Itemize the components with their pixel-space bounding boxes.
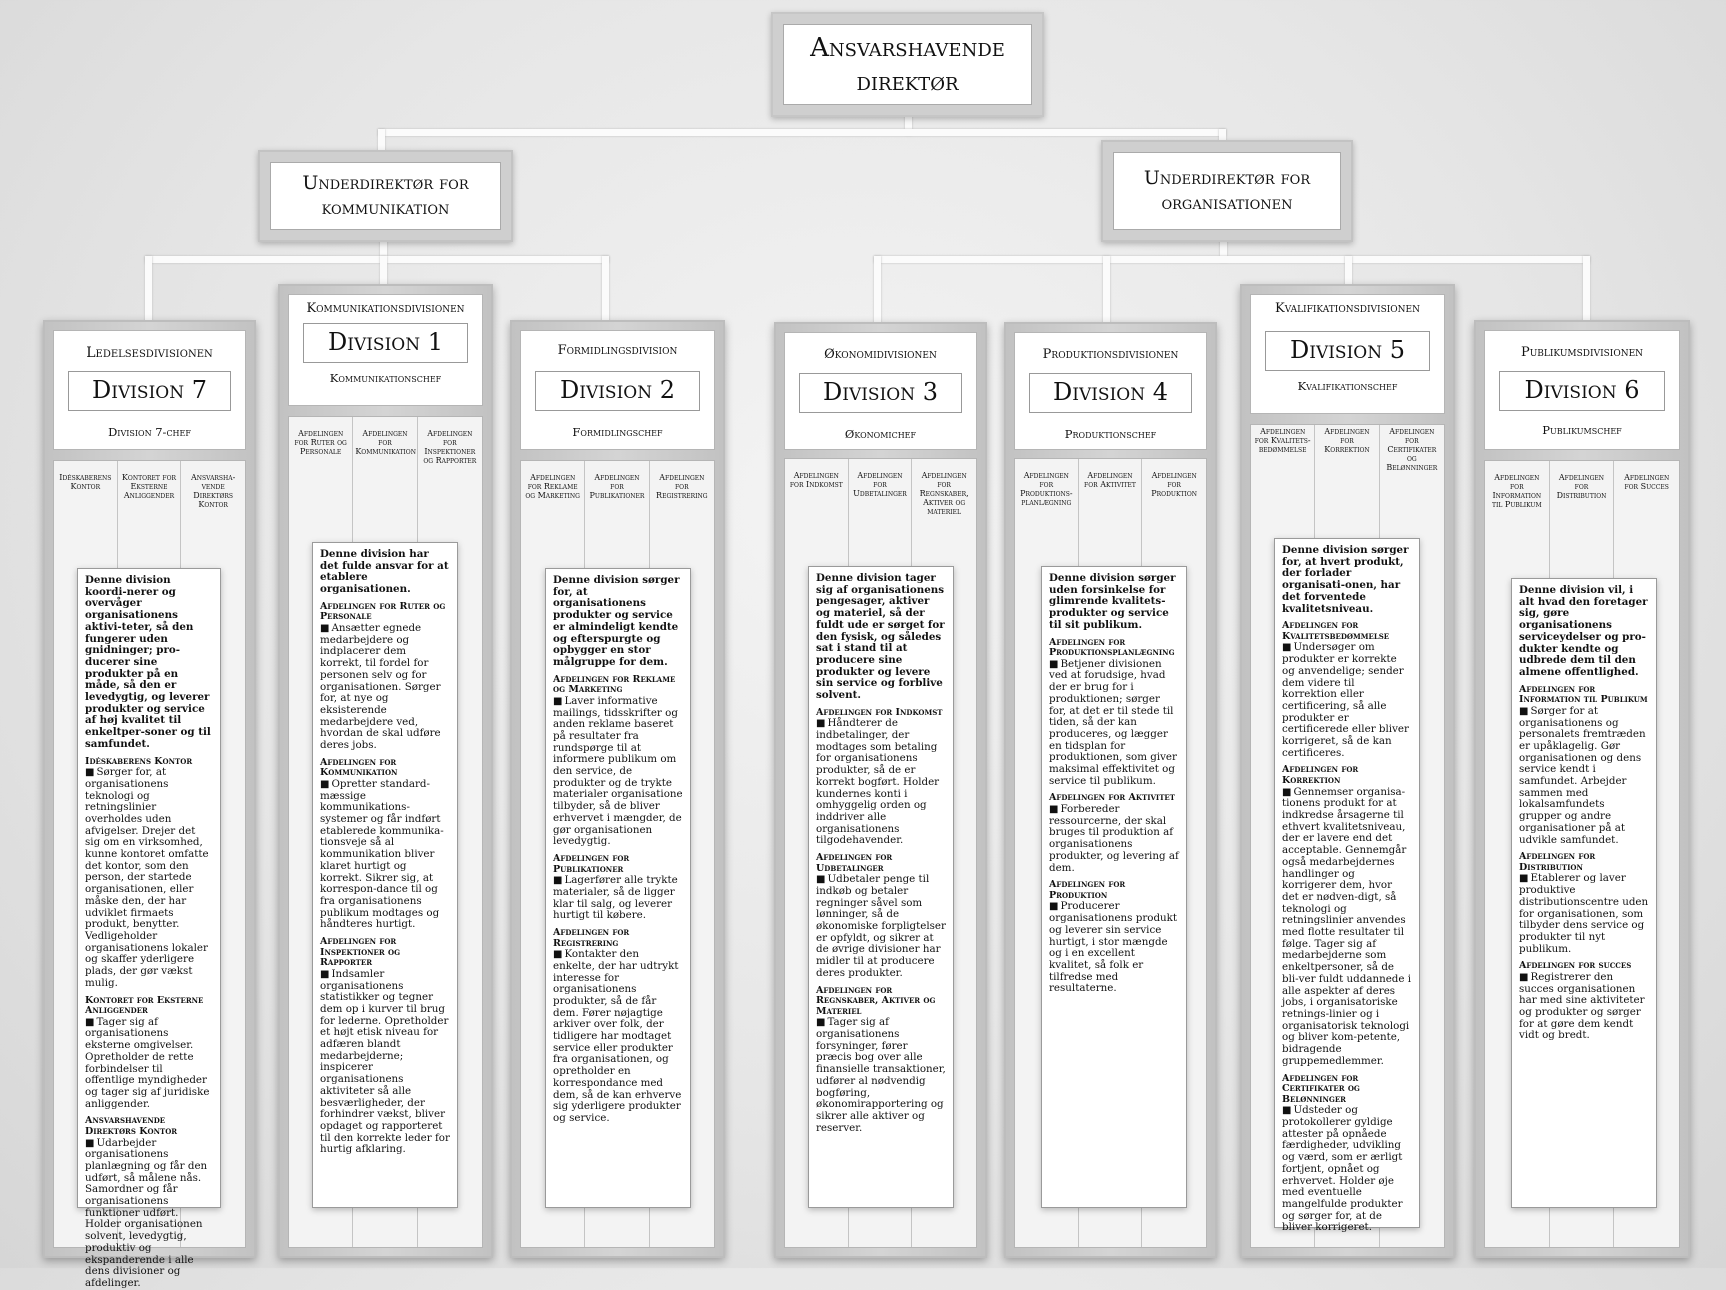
bullet-square-icon: ■ bbox=[1049, 901, 1059, 913]
division-1-section-3-text: Indsamler organisationens statistikker og tegner dem op i kurver til brug for lederne. Opretholder et højt etisk niveau for adfæren blandt medarbejderne; inspicerer organisationens aktiviteter så alle besværligheder, der forhindrer vækst, bliver opdaget og rapporteret til den korrekte leder for hurtig afklaring. bbox=[320, 967, 450, 1156]
vp-organisation-box bbox=[1101, 140, 1353, 242]
division-5-section-1 bbox=[1282, 621, 1412, 759]
division-2-section-1 bbox=[553, 675, 683, 848]
division-6-dept-1: Afdelingen for Information til Publikum bbox=[1485, 461, 1550, 1247]
division-3-section-3-text: Tager sig af organisationens forsyninger, fører præcis bog over alle finansielle transaktioner, udfører al nødvendig bogføring, økonomirapportering og sikrer alle aktiver og reserver. bbox=[816, 1016, 946, 1134]
division-6-section-3-title: Afdelingen for succes bbox=[1519, 960, 1632, 972]
division-6-section-1 bbox=[1519, 685, 1649, 847]
division-2-dept-2: Afdelingen for Publikationer bbox=[585, 461, 649, 1247]
bullet-square-icon: ■ bbox=[320, 623, 330, 634]
division-3-section-1-text: Håndterer de indbetalinger, der modtages som betaling for organisationens produkter, så de er korrekt bogført. Holder kundernes konti i omhyggelig orden og inddriver alle organisationens tilgodehavender. bbox=[816, 717, 940, 847]
connector-div1-stem bbox=[380, 256, 387, 286]
bullet-square-icon: ■ bbox=[1282, 1105, 1292, 1117]
division-3-header bbox=[784, 332, 977, 450]
division-2-intro: Denne division sørger for, at organisationens produkter og service er almindeligt kendte og efterspurgte og opbygger en stor målgruppe for dem. bbox=[553, 574, 680, 668]
bullet-square-icon: ■ bbox=[816, 874, 826, 886]
division-2-section-1-text: Laver informative mailings, tidsskrifter og anden reklame baseret på resultater fra rundspørge til at informere publikum om den service, de produkter og de trykte materialer organisatione tilbyder, så de bliver erhvervet i mængder, de gør organisationen levedygtig. bbox=[553, 694, 683, 848]
division-6-section-3 bbox=[1519, 961, 1649, 1042]
connector-div3-stem bbox=[874, 256, 881, 326]
division-7-section-3-title: Ansvarshavende Direktørs Kontor bbox=[85, 1115, 178, 1137]
division-5-section-2-title: Afdelingen for Korrektion bbox=[1282, 764, 1359, 787]
connector-div5-stem bbox=[1345, 256, 1352, 286]
division-3-dept-2: Afdelingen for Udbetalinger bbox=[849, 459, 913, 1247]
division-2-dept-3: Afdelingen for Registrering bbox=[656, 473, 708, 500]
bullet-square-icon: ■ bbox=[1519, 705, 1529, 717]
connector-div6-stem bbox=[1583, 256, 1590, 322]
division-3-dept-3: Afdelingen for Regnskaber, Aktiver og materiel bbox=[919, 471, 969, 516]
division-6-chief: Publikumschef bbox=[1542, 423, 1622, 437]
division-1-header bbox=[288, 294, 483, 406]
division-5-intro: Denne division sørger for, at hvert produkt, der forlader organisati-onen, har det forventede kvalitetsniveau. bbox=[1282, 544, 1409, 615]
division-5-header bbox=[1250, 294, 1445, 414]
division-3-section-2-text: Udbetaler penge til indkøb og betaler regninger såvel som lønninger, så de økonomiske forpligtelser er opfyldt, og sikrer at de øvrige divisioner har midler til at producere deres produkter. bbox=[816, 873, 946, 979]
division-5-section-1-text: Undersøger om produkter er korrekte og anvendelige; sender dem videre til korrektion eller certificering, så alle produkter er certificerede eller bliver korrigeret, så de kan certificeres. bbox=[1282, 641, 1409, 759]
division-5-section-2-text: Gennemser organisa-tionens produkt for at indkredse årsagerne til ethvert kvalitetsniveau, der er lavere end det acceptable. Gennemgår også medarbejdernes handlinger og korrigerer dem, hvor det er nødven-digt, så teknologi og retningslinier anvendes med flotte resultater til følge. Tager sig af medarbejderne som enkeltpersoner, så de bli-ver fuldt uddannede i alle aspekter af deres jobs, i organisatoriske retnings-linier og i organisatorisk teknologi og bliver kom-petente, bidragende gruppemedlemmer. bbox=[1282, 785, 1412, 1067]
division-2-section-2 bbox=[553, 854, 683, 922]
division-1-section-2 bbox=[320, 758, 450, 931]
division-3-section-1-title: Afdelingen for Indkomst bbox=[816, 706, 943, 718]
division-1-section-3 bbox=[320, 937, 450, 1156]
division-4-dept-3: Afdelingen for Produktion bbox=[1151, 471, 1197, 498]
division-7-chief: Division 7-chef bbox=[108, 425, 191, 439]
division-4-name: Produktionsdivisionen bbox=[1042, 347, 1179, 362]
division-3-intro: Denne division tager sig af organisationens pengesager, aktiver og materiel, så der fuldt ude er sørget for den fysisk, og således sat i stand til at producere sine produkter og levere sin service og forblive solvent. bbox=[816, 572, 945, 702]
division-4-number: Division 4 bbox=[1029, 373, 1192, 413]
bullet-square-icon: ■ bbox=[85, 1016, 95, 1028]
division-6-number: Division 6 bbox=[1499, 371, 1665, 411]
connector-div7-stem bbox=[145, 256, 152, 322]
division-1-description bbox=[312, 542, 458, 1208]
division-4-dept-2: Afdelingen for Aktivitet bbox=[1079, 459, 1143, 1247]
executive-title-line2: direktør bbox=[856, 66, 959, 97]
division-5-chief: Kvalifikationschef bbox=[1297, 379, 1398, 393]
connector-div4-stem bbox=[1103, 256, 1110, 326]
division-2-header bbox=[520, 330, 715, 450]
division-5-section-3 bbox=[1282, 1074, 1412, 1235]
division-4-section-2-title: Afdelingen for Aktivitet bbox=[1049, 792, 1175, 804]
division-7-section-1 bbox=[85, 757, 213, 990]
division-7-dept-2: Kontoret for Eksterne Anliggender bbox=[118, 461, 182, 1247]
division-1-intro: Denne division har det fulde ansvar for at etablere organisationen. bbox=[320, 548, 449, 596]
division-3-section-1 bbox=[816, 708, 946, 847]
division-1-dept-3: Afdelingen for Inspektioner og Rapporter bbox=[423, 429, 477, 465]
division-6-dept-2: Afdelingen for Distribution bbox=[1550, 461, 1615, 1247]
division-1-section-2-text: Opretter standard-mæssige kommunikations-systemer og får indført etablerede kommunika-tionsveje så al kommunikation bliver klaret hurtigt og korrekt. Sikrer sig, at korrespon-dance til og fra organisationens publikum modtages og håndteres hurtigt. bbox=[320, 777, 444, 931]
division-6-description bbox=[1511, 578, 1657, 1208]
division-4-section-1-title: Afdelingen for Produktionsplanlægning bbox=[1049, 636, 1175, 659]
division-1-chief: Kommunikationschef bbox=[329, 371, 442, 385]
executive-director-box bbox=[771, 12, 1044, 117]
division-3-section-3-title: Afdelingen for Regnskaber, Aktiver og Materiel bbox=[816, 984, 936, 1017]
division-5-section-3-text: Udsteder og protokollerer gyldige attester på opnåede færdigheder, udvikling og værd, som er ærligt fortjent, opnået og erhvervet. Holder øje med eventuelle mangelfulde produkter og sørger for, at de bliver korrigeret. bbox=[1282, 1104, 1403, 1234]
division-2-section-3 bbox=[553, 928, 683, 1125]
division-6-section-1-text: Sørger for at organisationens og personalets fremtræden er upåklagelig. Gør organisationen og dens service kendt i samfundet. Arbejder sammen med lokalsamfundets grupper og andre organisationer på at udvikle samfundet. bbox=[1519, 704, 1646, 846]
division-7-section-2-text: Tager sig af organisationens eksterne omgivelser. Opretholder de rette forbindelser til offentlige myndigheder og tager sig af juridiske anliggender. bbox=[85, 1015, 210, 1110]
vp-organisation-title bbox=[1113, 152, 1341, 230]
division-7-section-2 bbox=[85, 996, 213, 1111]
division-1-section-1-text: Ansætter egnede medarbejdere og indplacerer dem korrekt, til fordel for personen selv og for organisationen. Sørger for, at nye og eksisterende medarbejdere ved, hvordan de skal udføre deres jobs. bbox=[320, 622, 441, 752]
division-2-dept-1: Afdelingen for Reklame og Marketing bbox=[521, 461, 585, 1247]
executive-director-title bbox=[783, 24, 1032, 105]
division-5-name: Kvalifikationsdivisionen bbox=[1274, 301, 1421, 316]
bullet-square-icon: ■ bbox=[553, 695, 563, 707]
bullet-square-icon: ■ bbox=[1282, 786, 1292, 798]
division-6-name: Publikumsdivisionen bbox=[1520, 345, 1644, 360]
division-4-intro: Denne division sørger uden forsinkelse for glimrende kvalitets-produkter og service til sit publikum. bbox=[1049, 572, 1176, 631]
division-2-description bbox=[545, 568, 691, 1208]
division-1-name: Kommunikationsdivisionen bbox=[306, 301, 465, 316]
division-5-section-1-title: Afdelingen for Kvalitetsbedømmelse bbox=[1282, 620, 1390, 642]
division-6-header bbox=[1484, 330, 1680, 450]
division-7-dept-3: Ansvarsha-vende Direktørs Kontor bbox=[191, 473, 236, 509]
bullet-square-icon: ■ bbox=[1519, 873, 1529, 885]
division-3-name: Økonomidivisionen bbox=[824, 347, 937, 362]
division-2-section-3-text: Kontakter den enkelte, der har udtrykt interesse for organisationens produkter, så de får dem. Fører nøjagtige arkiver over folk, der tidligere har modtaget service eller produkter fra organisationen, og opretholder en korrespondance med dem, så de kan erhverve sig yderligere produkter og service. bbox=[553, 948, 682, 1124]
division-1-section-1-title: Afdelingen for Ruter og Personale bbox=[320, 600, 446, 623]
vp-org-line2: organisationen bbox=[1161, 192, 1293, 214]
connector-comm-bar bbox=[145, 256, 609, 263]
division-6-section-2-title: Afdelingen for Distribution bbox=[1519, 851, 1596, 873]
connector-top-bar bbox=[378, 129, 1226, 136]
division-5-dept-2: Afdelingen for Korrektion bbox=[1315, 425, 1379, 1247]
division-7-header bbox=[53, 330, 246, 450]
division-2-name: Formidlingsdivision bbox=[557, 343, 678, 358]
bullet-square-icon: ■ bbox=[553, 875, 563, 887]
division-4-section-3-text: Producerer organisationens produkt og leverer sin service hurtigt, i stor mængde og i en excellent kvalitet, så folk er tilfredse med resultaterne. bbox=[1049, 900, 1178, 995]
bullet-square-icon: ■ bbox=[816, 1017, 826, 1029]
division-3-section-3 bbox=[816, 986, 946, 1135]
division-7-section-3 bbox=[85, 1116, 213, 1289]
division-4-section-2-text: Forbereder ressourcerne, der skal bruges til produktion af organisationens produkter, og levering af dem. bbox=[1049, 803, 1179, 874]
division-4-section-3 bbox=[1049, 880, 1179, 995]
bullet-square-icon: ■ bbox=[320, 778, 330, 790]
division-7-dept-1: Idéskaberens Kontor bbox=[54, 461, 118, 1247]
bullet-square-icon: ■ bbox=[816, 718, 826, 730]
division-5-section-2 bbox=[1282, 765, 1412, 1067]
division-5-description bbox=[1274, 538, 1420, 1234]
division-4-section-3-title: Afdelingen for Produktion bbox=[1049, 879, 1126, 901]
division-2-section-2-text: Lagerfører alle trykte materialer, så de ligger klar til salg, og leverer hurtigt til købere. bbox=[553, 874, 678, 922]
vp-communication-box bbox=[258, 150, 513, 242]
division-5-number: Division 5 bbox=[1265, 331, 1430, 371]
division-4-section-2 bbox=[1049, 793, 1179, 874]
division-3-chief: Økonomichef bbox=[844, 427, 917, 441]
division-2-section-3-title: Afdelingen for Registrering bbox=[553, 926, 630, 949]
bullet-square-icon: ■ bbox=[1049, 658, 1059, 670]
division-1-section-2-title: Afdelingen for Kommunikation bbox=[320, 756, 398, 779]
division-6-section-2-text: Etablerer og laver produktive distributionscentre uden for organisationen, som tilbyder dens service og produkter til nyt publikum. bbox=[1519, 872, 1649, 955]
bullet-square-icon: ■ bbox=[553, 949, 563, 961]
division-7-section-1-title: Idéskaberens Kontor bbox=[85, 755, 193, 767]
connector-vp-comm-stem bbox=[378, 129, 385, 151]
division-1-dept-1: Afdelingen for Ruter og Personale bbox=[289, 417, 353, 1247]
division-4-header bbox=[1014, 332, 1207, 450]
bullet-square-icon: ■ bbox=[320, 968, 330, 980]
vp-comm-line1: Underdirektør for bbox=[302, 172, 469, 194]
bullet-square-icon: ■ bbox=[1049, 804, 1059, 816]
division-5-section-3-title: Afdelingen for Certifikater og Belønninger bbox=[1282, 1072, 1360, 1105]
division-6-dept-3: Afdelingen for Succes bbox=[1624, 473, 1670, 491]
division-7-name: Ledelsesdivisionen bbox=[86, 345, 213, 361]
connector-org-bar bbox=[874, 256, 1590, 263]
division-7-description bbox=[77, 568, 221, 1289]
division-3-dept-1: Afdelingen for Indkomst bbox=[785, 459, 849, 1247]
division-4-section-1 bbox=[1049, 638, 1179, 788]
division-5-dept-3: Afdelingen for Certifikater og Belønninger bbox=[1386, 427, 1438, 472]
division-5-dept-1: Afdelingen for Kvalitets-bedømmelse bbox=[1251, 425, 1315, 1247]
division-4-description bbox=[1041, 566, 1187, 1208]
division-7-intro: Denne division koordi-nerer og overvåger organisationens aktivi-teter, så den fungerer uden gnidninger; pro-ducerer sine produkter på en måde, så den er levedygtig, og leverer produkter og service af høj kvalitet til enkeltper-soner og til samfundet. bbox=[85, 574, 211, 750]
division-6-intro: Denne division vil, i alt hvad den foretager sig, gøre organisationens serviceydelser og pro-dukter kendte og udbrede dem til den almene offentlighed. bbox=[1519, 584, 1648, 678]
bullet-square-icon: ■ bbox=[1519, 971, 1529, 983]
division-7-section-3-text: Udarbejder organisationens planlægning og får den udført, så målene nås. Samordner og får organisationens funktioner udført. Holder organisationen solvent, levedygtig, produktiv og ekspanderende i alle dens divisioner og afdelinger. bbox=[85, 1136, 208, 1289]
division-4-section-1-text: Betjener divisionen ved at forudsige, hvad der er brug for i produktionen; sørger for, at det er til stede til tiden, så der kan produceres, og lægger en tidsplan for produktionen, som giver maksimal effektivitet og service til publikum. bbox=[1049, 657, 1177, 787]
division-1-section-1 bbox=[320, 602, 450, 752]
division-3-section-2-title: Afdelingen for Udbetalinger bbox=[816, 852, 893, 874]
division-3-section-2 bbox=[816, 853, 946, 980]
executive-title-line1: Ansvarshavende bbox=[810, 32, 1005, 63]
division-1-number: Division 1 bbox=[303, 323, 468, 363]
division-7-section-2-title: Kontoret for Eksterne Anliggender bbox=[85, 994, 204, 1017]
division-2-number: Division 2 bbox=[535, 371, 700, 411]
division-6-section-1-title: Afdelingen for Information til Publikum bbox=[1519, 683, 1648, 706]
division-3-description bbox=[808, 566, 954, 1208]
connector-div2-stem bbox=[602, 256, 609, 322]
vp-communication-title bbox=[270, 162, 501, 230]
division-1-dept-2: Afdelingen for Kommunikation bbox=[353, 417, 417, 1247]
division-7-number: Division 7 bbox=[68, 371, 231, 411]
division-2-section-2-title: Afdelingen for Publikationer bbox=[553, 852, 630, 875]
bullet-square-icon: ■ bbox=[85, 1137, 95, 1149]
bullet-square-icon: ■ bbox=[1282, 642, 1292, 654]
vp-org-line1: Underdirektør for bbox=[1143, 167, 1311, 189]
division-2-chief: Formidlingschef bbox=[572, 425, 663, 439]
division-4-dept-1: Afdelingen for Produktions-planlægning bbox=[1015, 459, 1079, 1247]
division-1-section-3-title: Afdelingen for Inspektioner og Rapporter bbox=[320, 936, 401, 969]
division-4-chief: Produktionschef bbox=[1064, 427, 1157, 441]
division-7-section-1-text: Sørger for, at organisationens teknologi og retningslinier overholdes uden afvigelser. Drejer det sig om en virksomhed, kunne kontoret omfatte det kontor, som den person, der startede organisationen, eller måske den, der har udviklet firmaets produkt, benytter. Vedligeholder organisationens lokaler og skaffer yderligere plads, der gør vækst mulig. bbox=[85, 766, 209, 989]
division-3-number: Division 3 bbox=[799, 373, 962, 413]
vp-comm-line2: kommunikation bbox=[321, 197, 450, 219]
division-2-section-1-title: Afdelingen for Reklame og Marketing bbox=[553, 673, 676, 696]
bullet-square-icon: ■ bbox=[85, 767, 95, 779]
division-6-section-2 bbox=[1519, 852, 1649, 955]
division-6-section-3-text: Registrerer den succes organisationen har med sine aktiviteter og produkter og sørger for at gøre dem kendt vidt og bredt. bbox=[1519, 970, 1645, 1042]
